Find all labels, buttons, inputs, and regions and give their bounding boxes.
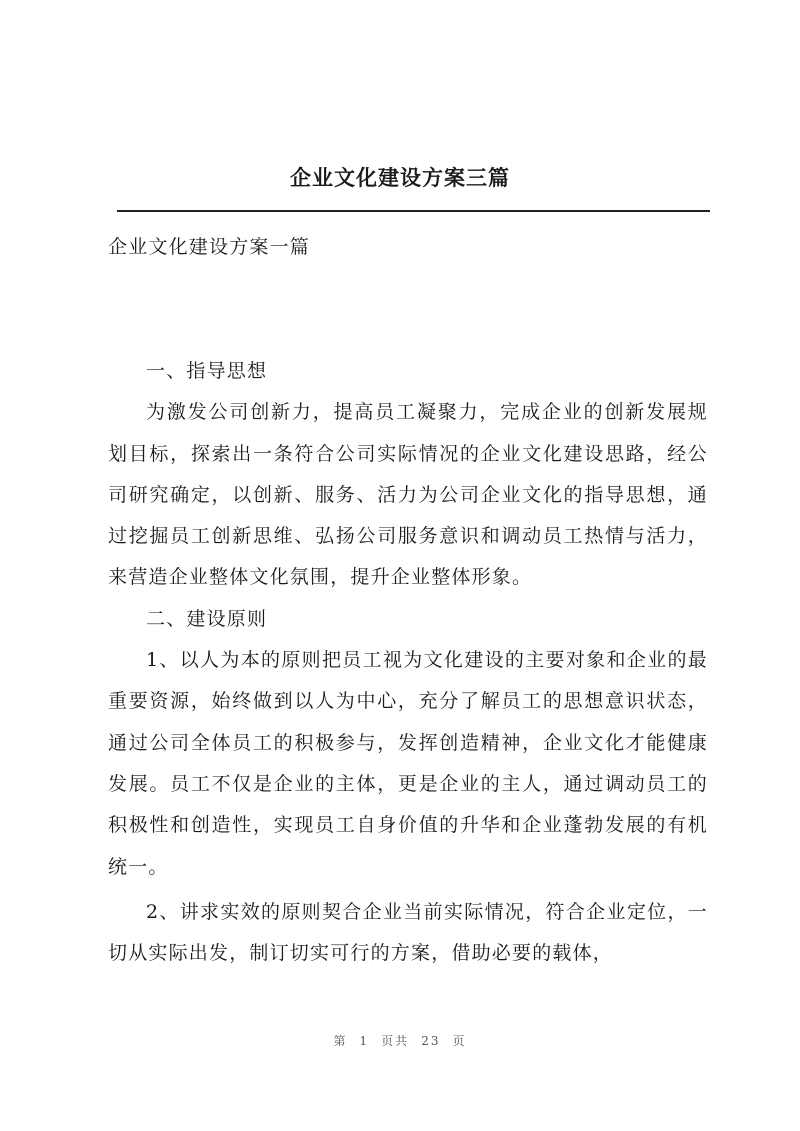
paragraph-principle-2: 2、讲求实效的原则契合企业当前实际情况，符合企业定位，一切从实际出发，制订切实可行的方案，借助必要的载体，	[108, 900, 708, 965]
footer-total-pages: 23	[421, 1034, 441, 1048]
paragraph-principle-1: 1、以人为本的原则把员工视为文化建设的主要对象和企业的最重要资源，始终做到以人为中心，充分了解员工的思想意识状态，通过公司全体员工的积极参与，发挥创造精神，企业文化才能健康发展。员工不仅是企业的主体，更是企业的主人，通过调动员工的积极性和创造性，实现员工自身价值的升华和企业蓬勃发展的有机统一。	[108, 649, 708, 878]
document-title: 企业文化建设方案三篇	[290, 165, 510, 190]
page-footer	[0, 1032, 800, 1049]
document-body	[108, 351, 708, 974]
paragraph-guiding-ideology: 为激发公司创新力，提高员工凝聚力，完成企业的创新发展规划目标，探索出一条符合公司实际情况的企业文化建设思路，经公司研究确定，以创新、服务、活力为公司企业文化的指导思想，通过挖掘员工创新思维、弘扬公司服务意识和调动员工热情与活力，来营造企业整体文化氛围，提升企业整体形象。	[108, 401, 708, 589]
footer-mid: 页共	[381, 1034, 410, 1048]
title-divider	[117, 210, 710, 212]
heading-construction-principles: 二、建设原则	[146, 607, 268, 630]
footer-page-number: 1	[359, 1034, 370, 1048]
section-subtitle: 企业文化建设方案一篇	[108, 236, 311, 258]
footer-prefix: 第	[333, 1034, 348, 1048]
footer-suffix: 页	[452, 1034, 467, 1048]
heading-guiding-ideology: 一、指导思想	[146, 360, 268, 382]
